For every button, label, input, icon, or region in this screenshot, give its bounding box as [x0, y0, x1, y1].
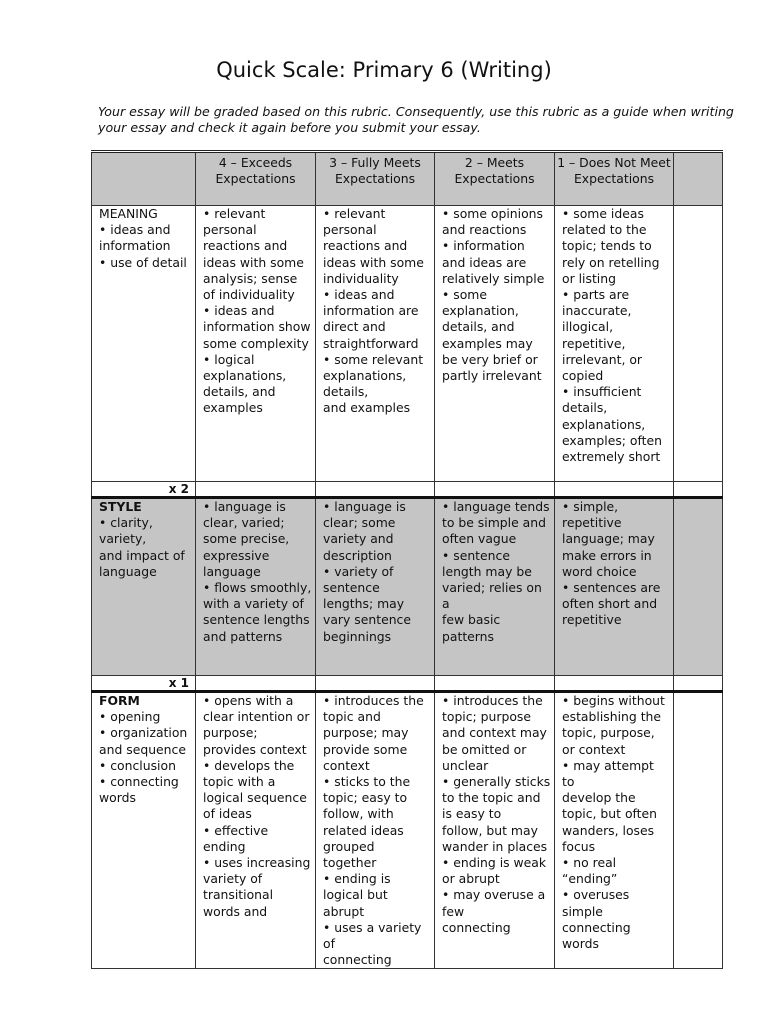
criterion-cell: [92, 692, 196, 969]
criterion-title: FORM: [99, 693, 140, 708]
criterion-items: • ideas and information • use of detail: [99, 222, 187, 270]
criterion-title: MEANING: [99, 206, 158, 221]
table-row: [92, 206, 723, 482]
table-row: [92, 498, 723, 676]
level-2-cell: • some opinions and reactions • information and ideas are relatively simple • some explanation, details, and examples may be very brief or partly irrelevant: [435, 206, 555, 482]
criterion-items: • opening • organization and sequence • conclusion • connecting words: [99, 709, 188, 806]
rubric-table: [91, 150, 723, 969]
criterion-items: • clarity, variety, and impact of language: [99, 515, 185, 579]
level-4-cell: • opens with a clear intention or purpose; provides context • develops the topic with a logical sequence of ideas • effective ending • uses increasing variety of transitional words and: [196, 692, 316, 969]
level-1-cell: • begins without establishing the topic, purpose, or context • may attempt to develop the topic, but often wanders, loses focus • no real “ending” • overuses simple connecting words: [555, 692, 674, 969]
criterion-title: STYLE: [99, 499, 142, 514]
criterion-cell: [92, 498, 196, 676]
header-cell-level-4: 4 – Exceeds Expectations: [196, 152, 316, 206]
header-cell-criteria: [92, 152, 196, 206]
intro-text: Your essay will be graded based on this rubric. Consequently, use this rubric as a guide when writing your essay and check it again before you submit your essay.: [98, 104, 734, 135]
table-row: [92, 692, 723, 969]
level-4-cell: • language is clear, varied; some precise, expressive language • flows smoothly, with a variety of sentence lengths and patterns: [196, 498, 316, 676]
multiplier-label: x 2: [92, 482, 196, 498]
level-1-cell: • some ideas related to the topic; tends to rely on retelling or listing • parts are inaccurate, illogical, repetitive, irrelevant, or copied • insufficient details, explanations, examples; often extremely short: [555, 206, 674, 482]
multiplier-row: [92, 676, 723, 692]
criterion-cell: [92, 206, 196, 482]
score-cell: [674, 206, 723, 482]
level-3-cell: • language is clear; some variety and description • variety of sentence lengths; may vary sentence beginnings: [316, 498, 435, 676]
score-cell: [674, 692, 723, 969]
multiplier-label: x 1: [92, 676, 196, 692]
level-3-cell: • introduces the topic and purpose; may provide some context • sticks to the topic; easy to follow, with related ideas grouped together • ending is logical but abrupt • uses a variety of connecting: [316, 692, 435, 969]
level-4-cell: • relevant personal reactions and ideas with some analysis; sense of individuality • ideas and information show some complexity • logical explanations, details, and examples: [196, 206, 316, 482]
page-title: Quick Scale: Primary 6 (Writing): [216, 58, 552, 82]
header-cell-level-1: 1 – Does Not Meet Expectations: [555, 152, 674, 206]
header-cell-score: [674, 152, 723, 206]
level-2-cell: • introduces the topic; purpose and context may be omitted or unclear • generally sticks to the topic and is easy to follow, but may wander in places • ending is weak or abrupt • may overuse a few connecting: [435, 692, 555, 969]
rubric-header-row: [92, 152, 723, 206]
score-cell: [674, 498, 723, 676]
multiplier-row: [92, 482, 723, 498]
level-2-cell: • language tends to be simple and often vague • sentence length may be varied; relies on a few basic patterns: [435, 498, 555, 676]
level-3-cell: • relevant personal reactions and ideas with some individuality • ideas and information are direct and straightforward • some relevant explanations, details, and examples: [316, 206, 435, 482]
level-1-cell: • simple, repetitive language; may make errors in word choice • sentences are often short and repetitive: [555, 498, 674, 676]
header-cell-level-2: 2 – Meets Expectations: [435, 152, 555, 206]
header-cell-level-3: 3 – Fully Meets Expectations: [316, 152, 435, 206]
